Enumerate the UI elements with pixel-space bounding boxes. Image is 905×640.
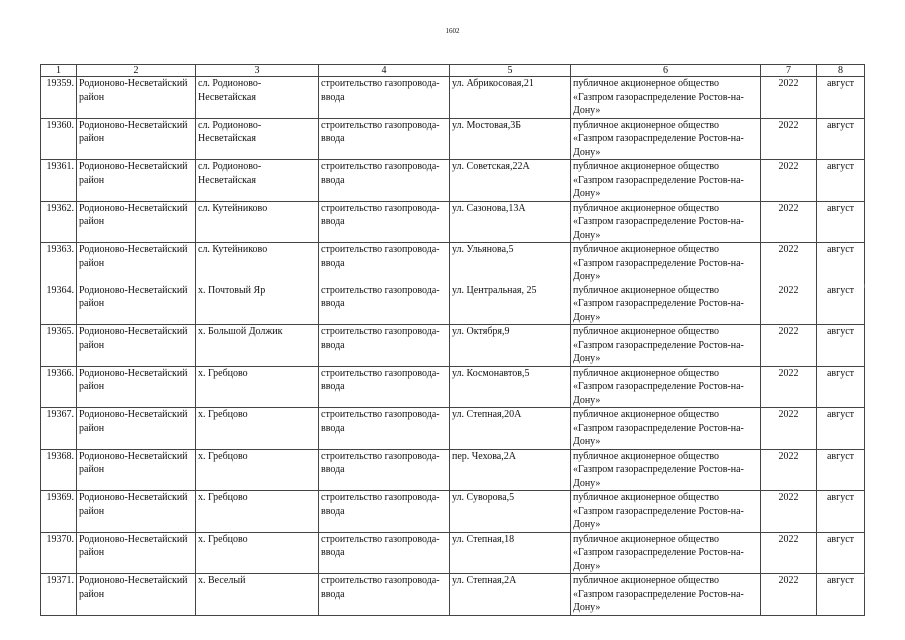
table-row [41, 491, 865, 533]
address-cell: ул. Степная,18 [450, 532, 571, 574]
table-row [41, 201, 865, 243]
district-cell: Родионово-Несветайский район [77, 491, 196, 533]
address-cell: ул. Суворова,5 [450, 491, 571, 533]
page-number: 1602 [445, 27, 460, 35]
work-type-cell: строительство газопровода-ввода [319, 201, 450, 243]
locality-cell: х. Гребцово [196, 532, 319, 574]
address-cell: ул. Абрикосовая,21 [450, 77, 571, 119]
row-number: 19359. [41, 77, 77, 119]
column-header-4: 4 [319, 65, 450, 77]
locality-cell: х. Гребцово [196, 366, 319, 408]
month-cell: август [817, 284, 865, 325]
row-number: 19360. [41, 118, 77, 160]
locality-cell: х. Веселый [196, 574, 319, 616]
locality-cell: х. Гребцово [196, 449, 319, 491]
table-row [41, 366, 865, 408]
district-cell: Родионово-Несветайский район [77, 325, 196, 367]
address-cell: ул. Сазонова,13А [450, 201, 571, 243]
month-cell: август [817, 408, 865, 450]
month-cell: август [817, 243, 865, 284]
margin-tick [864, 573, 865, 577]
work-type-cell: строительство газопровода-ввода [319, 574, 450, 616]
owner-cell: публичное акционерное общество «Газпром газораспределение Ростов-на-Дону» [571, 574, 761, 616]
year-cell: 2022 [761, 284, 817, 325]
work-type-cell: строительство газопровода-ввода [319, 532, 450, 574]
locality-cell: х. Гребцово [196, 491, 319, 533]
month-cell: август [817, 491, 865, 533]
month-cell: август [817, 160, 865, 202]
locality-cell: х. Почтовый Яр [196, 284, 319, 325]
month-cell: август [817, 201, 865, 243]
owner-cell: публичное акционерное общество «Газпром газораспределение Ростов-на-Дону» [571, 243, 761, 284]
month-cell: август [817, 574, 865, 616]
month-cell: август [817, 77, 865, 119]
district-cell: Родионово-Несветайский район [77, 366, 196, 408]
table-row [41, 574, 865, 616]
address-cell: ул. Октября,9 [450, 325, 571, 367]
registry-table [40, 64, 865, 616]
row-number: 19366. [41, 366, 77, 408]
month-cell: август [817, 449, 865, 491]
work-type-cell: строительство газопровода-ввода [319, 491, 450, 533]
address-cell: пер. Чехова,2А [450, 449, 571, 491]
year-cell: 2022 [761, 325, 817, 367]
district-cell: Родионово-Несветайский район [77, 201, 196, 243]
column-header-3: 3 [196, 65, 319, 77]
year-cell: 2022 [761, 408, 817, 450]
column-header-7: 7 [761, 65, 817, 77]
locality-cell: сл. Родионово-Несветайская [196, 160, 319, 202]
month-cell: август [817, 366, 865, 408]
row-number: 19362. [41, 201, 77, 243]
row-number: 19368. [41, 449, 77, 491]
owner-cell: публичное акционерное общество «Газпром газораспределение Ростов-на-Дону» [571, 491, 761, 533]
work-type-cell: строительство газопровода-ввода [319, 243, 450, 284]
owner-cell: публичное акционерное общество «Газпром газораспределение Ростов-на-Дону» [571, 118, 761, 160]
year-cell: 2022 [761, 449, 817, 491]
locality-cell: х. Гребцово [196, 408, 319, 450]
work-type-cell: строительство газопровода-ввода [319, 77, 450, 119]
district-cell: Родионово-Несветайский район [77, 118, 196, 160]
work-type-cell: строительство газопровода-ввода [319, 118, 450, 160]
row-number: 19371. [41, 574, 77, 616]
owner-cell: публичное акционерное общество «Газпром газораспределение Ростов-на-Дону» [571, 77, 761, 119]
work-type-cell: строительство газопровода-ввода [319, 408, 450, 450]
owner-cell: публичное акционерное общество «Газпром газораспределение Ростов-на-Дону» [571, 366, 761, 408]
table-row [41, 284, 865, 325]
owner-cell: публичное акционерное общество «Газпром газораспределение Ростов-на-Дону» [571, 325, 761, 367]
district-cell: Родионово-Несветайский район [77, 449, 196, 491]
work-type-cell: строительство газопровода-ввода [319, 449, 450, 491]
year-cell: 2022 [761, 243, 817, 284]
address-cell: ул. Центральная, 25 [450, 284, 571, 325]
column-header-6: 6 [571, 65, 761, 77]
table-row [41, 243, 865, 284]
locality-cell: сл. Кутейниково [196, 201, 319, 243]
year-cell: 2022 [761, 201, 817, 243]
address-cell: ул. Мостовая,3Б [450, 118, 571, 160]
district-cell: Родионово-Несветайский район [77, 284, 196, 325]
row-number: 19365. [41, 325, 77, 367]
locality-cell: сл. Родионово-Несветайская [196, 77, 319, 119]
owner-cell: публичное акционерное общество «Газпром газораспределение Ростов-на-Дону» [571, 532, 761, 574]
table-row [41, 118, 865, 160]
district-cell: Родионово-Несветайский район [77, 243, 196, 284]
year-cell: 2022 [761, 366, 817, 408]
address-cell: ул. Советская,22А [450, 160, 571, 202]
district-cell: Родионово-Несветайский район [77, 574, 196, 616]
column-header-5: 5 [450, 65, 571, 77]
row-number: 19367. [41, 408, 77, 450]
year-cell: 2022 [761, 532, 817, 574]
work-type-cell: строительство газопровода-ввода [319, 325, 450, 367]
row-number: 19363. [41, 243, 77, 284]
table-row [41, 449, 865, 491]
row-number: 19369. [41, 491, 77, 533]
table-row [41, 325, 865, 367]
district-cell: Родионово-Несветайский район [77, 77, 196, 119]
address-cell: ул. Ульянова,5 [450, 243, 571, 284]
district-cell: Родионово-Несветайский район [77, 160, 196, 202]
table-row [41, 160, 865, 202]
year-cell: 2022 [761, 160, 817, 202]
work-type-cell: строительство газопровода-ввода [319, 366, 450, 408]
owner-cell: публичное акционерное общество «Газпром газораспределение Ростов-на-Дону» [571, 160, 761, 202]
owner-cell: публичное акционерное общество «Газпром газораспределение Ростов-на-Дону» [571, 449, 761, 491]
locality-cell: сл. Родионово-Несветайская [196, 118, 319, 160]
work-type-cell: строительство газопровода-ввода [319, 284, 450, 325]
row-number: 19370. [41, 532, 77, 574]
margin-tick [864, 284, 865, 288]
month-cell: август [817, 532, 865, 574]
year-cell: 2022 [761, 574, 817, 616]
column-header-2: 2 [77, 65, 196, 77]
column-number-row [41, 65, 865, 77]
address-cell: ул. Степная,20А [450, 408, 571, 450]
year-cell: 2022 [761, 77, 817, 119]
address-cell: ул. Степная,2А [450, 574, 571, 616]
month-cell: август [817, 118, 865, 160]
table-row [41, 532, 865, 574]
column-header-8: 8 [817, 65, 865, 77]
district-cell: Родионово-Несветайский район [77, 532, 196, 574]
month-cell: август [817, 325, 865, 367]
owner-cell: публичное акционерное общество «Газпром газораспределение Ростов-на-Дону» [571, 284, 761, 325]
column-header-1: 1 [41, 65, 77, 77]
table-row [41, 408, 865, 450]
locality-cell: сл. Кутейниково [196, 243, 319, 284]
table-row [41, 77, 865, 119]
work-type-cell: строительство газопровода-ввода [319, 160, 450, 202]
address-cell: ул. Космонавтов,5 [450, 366, 571, 408]
year-cell: 2022 [761, 118, 817, 160]
owner-cell: публичное акционерное общество «Газпром газораспределение Ростов-на-Дону» [571, 201, 761, 243]
row-number: 19364. [41, 284, 77, 325]
owner-cell: публичное акционерное общество «Газпром газораспределение Ростов-на-Дону» [571, 408, 761, 450]
year-cell: 2022 [761, 491, 817, 533]
locality-cell: х. Большой Должик [196, 325, 319, 367]
district-cell: Родионово-Несветайский район [77, 408, 196, 450]
row-number: 19361. [41, 160, 77, 202]
